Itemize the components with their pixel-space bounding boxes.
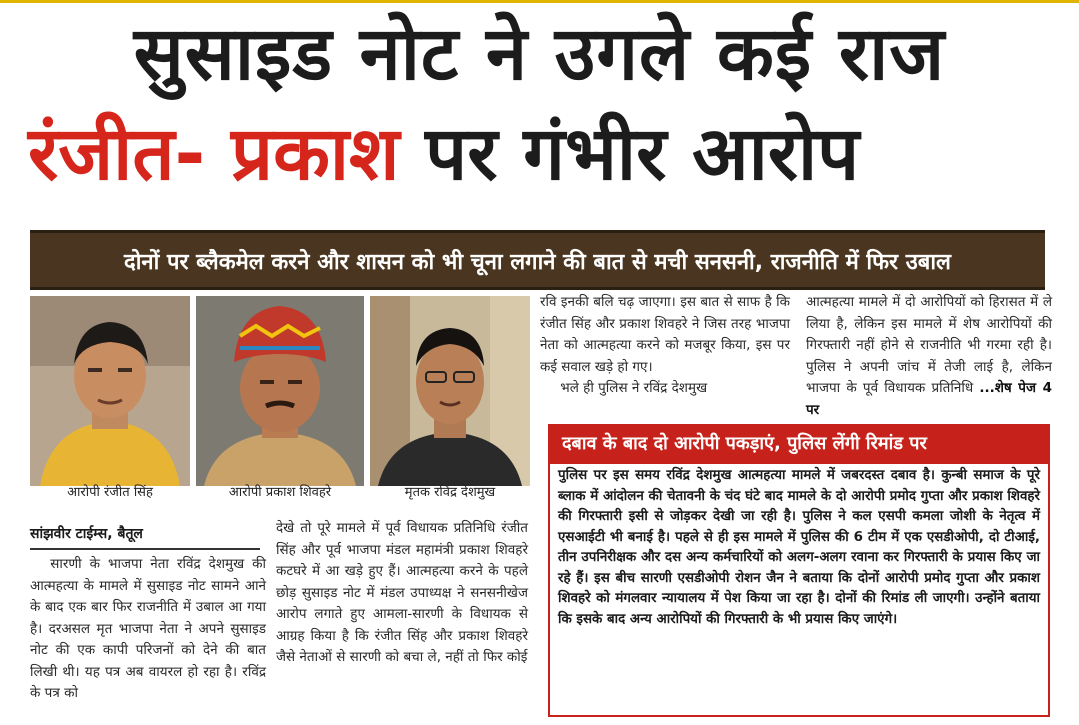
headline-names: रंजीत- प्रकाश (28, 111, 400, 197)
byline-divider (30, 548, 260, 550)
headline-accusation: पर गंभीर आरोप (399, 111, 860, 197)
article-text: भले ही पुलिस ने रविंद्र देशमुख (560, 380, 708, 396)
sidebar-box (548, 464, 1050, 717)
main-headline: सुसाइड नोट ने उगले कई राज (133, 11, 946, 97)
article-column-2 (276, 518, 528, 718)
article-column-1 (30, 554, 266, 714)
article-text: देखे तो पूरे मामले में पूर्व विधायक प्रतिनिधि रंजीत सिंह और पूर्व भाजपा मंडल महामंत्री प्रकाश शिवहरे कटघरे में आ खड़े हुए हैं। आत्महत्या करने के पहले छोड़ सुसाइड नोट में मंडल उपाध्यक्ष ने सनसनीखेज आरोप लगाते हुए आमला-सारणी के विधायक से आग्रह किया है कि रंजीत सिंह और प्रकाश शिवहरे जैसे नेताओं से सारणी को बचा ले, नहीं तो फिर कोई (276, 520, 528, 665)
subheadline-bar: दोनों पर ब्लैकमेल करने और शासन को भी चूना लगाने की बात से मची सनसनी, राजनीति में फिर उबाल (30, 230, 1045, 290)
byline: सांझवीर टाईम्स, बैतूल (30, 526, 143, 542)
continued-reference: ...शेष पेज 4 पर (806, 380, 1052, 418)
sidebar-box-title: दबाव के बाद दो आरोपी पकड़ाएं, पुलिस लेंगी रिमांड पर (548, 424, 1050, 464)
article-column-3 (540, 292, 790, 422)
photo-caption: आरोपी प्रकाश शिवहरे (228, 485, 332, 500)
photo-caption: मृतक रविंद्र देशमुख (404, 485, 496, 500)
photo-ravindra-deshmukh (370, 296, 530, 486)
article-column-4 (806, 292, 1052, 422)
article-text: रवि इनकी बलि चढ़ जाएगा। इस बात से साफ है कि रंजीत सिंह और प्रकाश शिवहरे ने जिस तरह भाजपा नेता को आत्महत्या करने को मजबूर किया, इस पर कई सवाल खड़े हो गए। (540, 294, 790, 375)
secondary-headline (28, 104, 1058, 204)
article-text: आत्महत्या मामले में दो आरोपियों को हिरासत में ले लिया है, लेकिन इस मामले में शेष आरोपियों की गिरफ्तारी नहीं होने से राजनीति भी गरमा रही है। पुलिस ने अपनी जांच में तेजी लाई है, लेकिन भाजपा के पूर्व विधायक प्रतिनिधि (806, 294, 1052, 396)
sidebar-box-text: पुलिस पर इस समय रविंद्र देशमुख आत्महत्या मामले में जबरदस्त दबाव है। कुन्बी समाज के पूरे ब्लाक में आंदोलन की चेतावनी के चंद घंटे बाद मामले के दो आरोपी प्रमोद गुप्ता और प्रकाश शिवहरे की गिरफ्तारी इसी से जोड़कर देखी जा रही है। पुलिस ने कल एसपी कमला जोशी के नेतृत्व में एसआईटी भी बनाई है। पहले से ही इस मामले में पुलिस की 6 टीम में एक एसडीओपी, दो टीआई, तीन उपनिरीक्षक और दस अन्य कर्मचारियों को अलग-अलग रवाना कर गिरफ्तारी के प्रयास किए जा रहे हैं। इस बीच सारणी एसडीओपी रोशन जैन ने बताया कि दोनों आरोपी प्रमोद गुप्ता और प्रकाश शिवहरे को मंगलवार न्यायालय में पेश किया जा रहा है। दोनों की रिमांड ली जाएगी। उन्होंने बताया कि इसके बाद अन्य आरोपियों की गिरफ्तारी के भी प्रयास किए जाएंगे। (558, 468, 1040, 627)
page-top-rule (0, 0, 1079, 3)
photo-prakash-shivhare (196, 296, 364, 486)
article-text: सारणी के भाजपा नेता रविंद्र देशमुख की आत्महत्या के मामले में सुसाइड नोट सामने आने के बाद एक बार फिर राजनीति में उबाल आ गया है। दरअसल मृत भाजपा नेता ने अपने सुसाइड नोट की एक कापी परिजनों को देने की बात लिखी थी। यह पत्र अब वायरल हो रहा है। रविंद्र के पत्र को (30, 556, 266, 701)
photo-ranjeet-singh (30, 296, 190, 486)
photo-caption: आरोपी रंजीत सिंह (67, 485, 153, 500)
